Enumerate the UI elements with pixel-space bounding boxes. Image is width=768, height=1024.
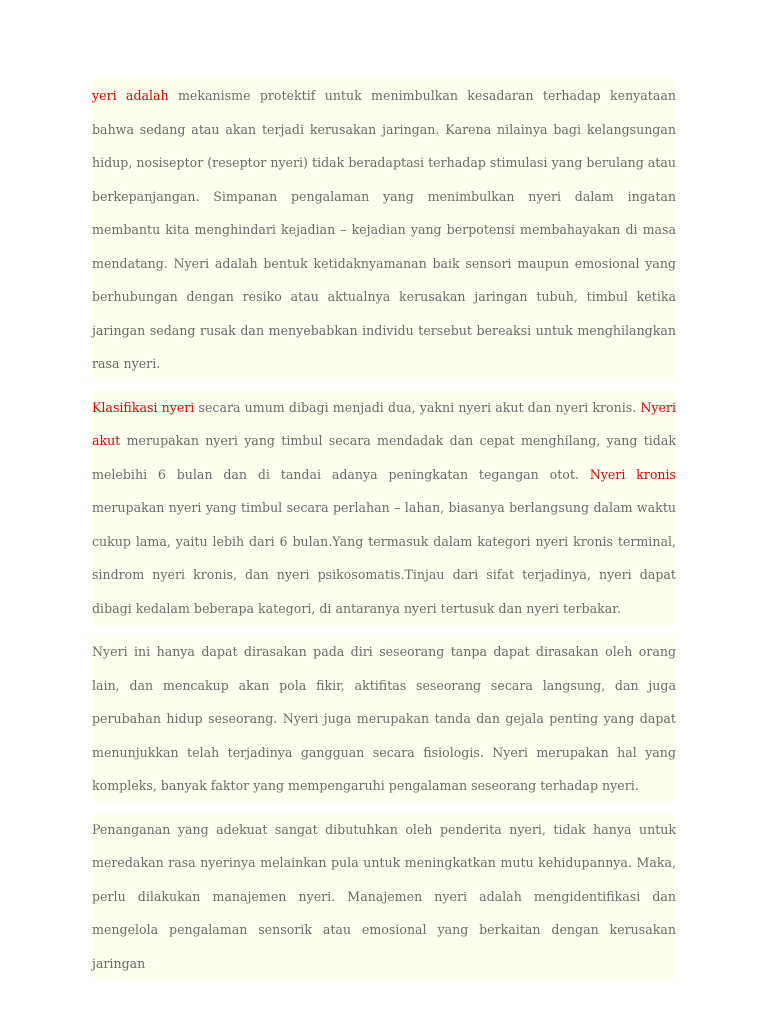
paragraph-subjective: Nyeri ini hanya dapat dirasakan pada diri seseorang tanpa dapat dirasakan oleh orang lain, dan mencakup akan pola fikir, aktifitas seseorang secara langsung, dan juga perubahan hidup seseorang. Nyeri juga merupakan tanda dan gejala penting yang dapat menunjukkan telah terjadinya gangguan secara fisiologis. Nyeri merupakan hal yang kompleks, banyak faktor yang mempengaruhi pengalaman seseorang terhadap nyeri. bbox=[92, 635, 676, 803]
term-klasifikasi-nyeri: Klasifikasi nyeri bbox=[92, 399, 195, 415]
document-page bbox=[92, 79, 676, 980]
term-nyeri-akut: Nyeri akut bbox=[92, 399, 676, 448]
classification-text-1: secara umum dibagi menjadi dua, yakni nyeri akut dan nyeri kronis. bbox=[194, 399, 641, 415]
classification-text-3: merupakan nyeri yang timbul secara perlahan – lahan, biasanya berlangsung dalam waktu cukup lama, yaitu lebih dari 6 bulan.Yang termasuk dalam kategori nyeri kronis terminal, sindrom nyeri kronis, dan nyeri psikosomatis.Tinjau dari sifat terjadinya, nyeri dapat dibagi kedalam beberapa kategori, di antaranya nyeri tertusuk dan nyeri terbakar. bbox=[92, 500, 676, 616]
term-nyeri-kronis: Nyeri kronis bbox=[589, 466, 676, 482]
paragraph-management: Penanganan yang adekuat sangat dibutuhkan oleh penderita nyeri, tidak hanya untuk meredakan rasa nyerinya melainkan pula untuk meningkatkan mutu kehidupannya. Maka, perlu dilakukan manajemen nyeri. Manajemen nyeri adalah mengidentifikasi dan mengelola pengalaman sensorik atau emosional yang berkaitan dengan kerusakan jaringan bbox=[92, 813, 676, 981]
paragraph-classification bbox=[92, 391, 676, 626]
paragraph-definition-text: mekanisme protektif untuk menimbulkan kesadaran terhadap kenyataan bahwa sedang atau akan terjadi kerusakan jaringan. Karena nilainya bagi kelangsungan hidup, nosiseptor (reseptor nyeri) tidak beradaptasi terhadap stimulasi yang berulang atau berkepanjangan. Simpanan pengalaman yang menimbulkan nyeri dalam ingatan membantu kita menghindari kejadian – kejadian yang berpotensi membahayakan di masa mendatang. Nyeri adalah bentuk ketidaknyamanan baik sensori maupun emosional yang berhubungan dengan resiko atau aktualnya kerusakan jaringan tubuh, timbul ketika jaringan sedang rusak dan menyebabkan individu tersebut bereaksi untuk menghilangkan rasa nyeri. bbox=[92, 88, 676, 371]
classification-text-2: merupakan nyeri yang timbul secara mendadak dan cepat menghilang, yang tidak melebihi 6 bulan dan di tandai adanya peningkatan tegangan otot. bbox=[92, 433, 676, 482]
term-nyeri-adalah: yeri adalah bbox=[92, 88, 169, 103]
paragraph-definition bbox=[92, 79, 676, 381]
